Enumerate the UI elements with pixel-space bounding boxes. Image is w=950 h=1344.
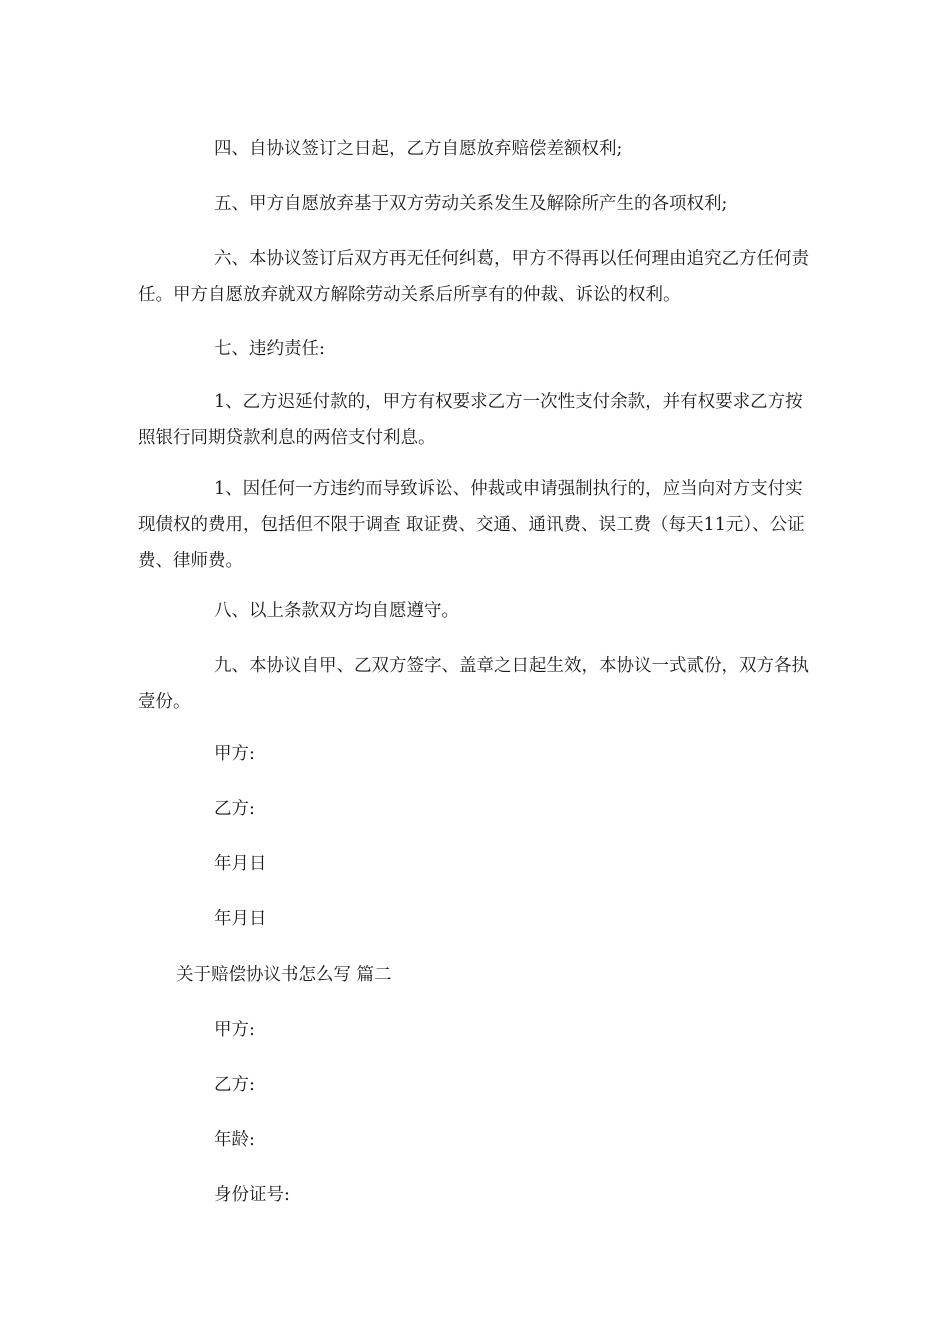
clause-6: 六、本协议签订后双方再无任何纠葛，甲方不得再以任何理由追究乙方任何责任。甲方自愿放弃就双方解除劳动关系后所享有的仲裁、诉讼的权利。 [138,249,809,305]
section-two-id-number: 身份证号: [214,1185,290,1205]
signature-date-1: 年月日 [214,854,267,874]
section-two-party-a: 甲方: [214,1020,255,1040]
clause-8: 八、以上条款双方均自愿遵守。 [214,601,459,621]
clause-5: 五、甲方自愿放弃基于双方劳动关系发生及解除所产生的各项权利; [214,194,728,214]
section-two-age: 年龄: [214,1130,255,1150]
signature-party-b: 乙方: [214,799,255,819]
signature-party-a: 甲方: [214,744,255,764]
clause-7-heading: 七、违约责任: [214,339,325,359]
signature-date-2: 年月日 [214,909,267,929]
clause-7-item-1: 1、乙方迟延付款的，甲方有权要求乙方一次性支付余款，并有权要求乙方按照银行同期贷款利息的两倍支付利息。 [138,392,803,448]
section-two-party-b: 乙方: [214,1075,255,1095]
section-two-title: 关于赔偿协议书怎么写 篇二 [176,965,392,985]
clause-9: 九、本协议自甲、乙双方签字、盖章之日起生效，本协议一式贰份，双方各执壹份。 [138,656,809,712]
clause-7-item-2: 1、因任何一方违约而导致诉讼、仲裁或申请强制执行的，应当向对方支付实现债权的费用，包括但不限于调查 取证费、交通、通讯费、误工费（每天11元）、公证费、律师费。 [138,479,805,571]
clause-4: 四、自协议签订之日起，乙方自愿放弃赔偿差额权利; [214,139,623,159]
